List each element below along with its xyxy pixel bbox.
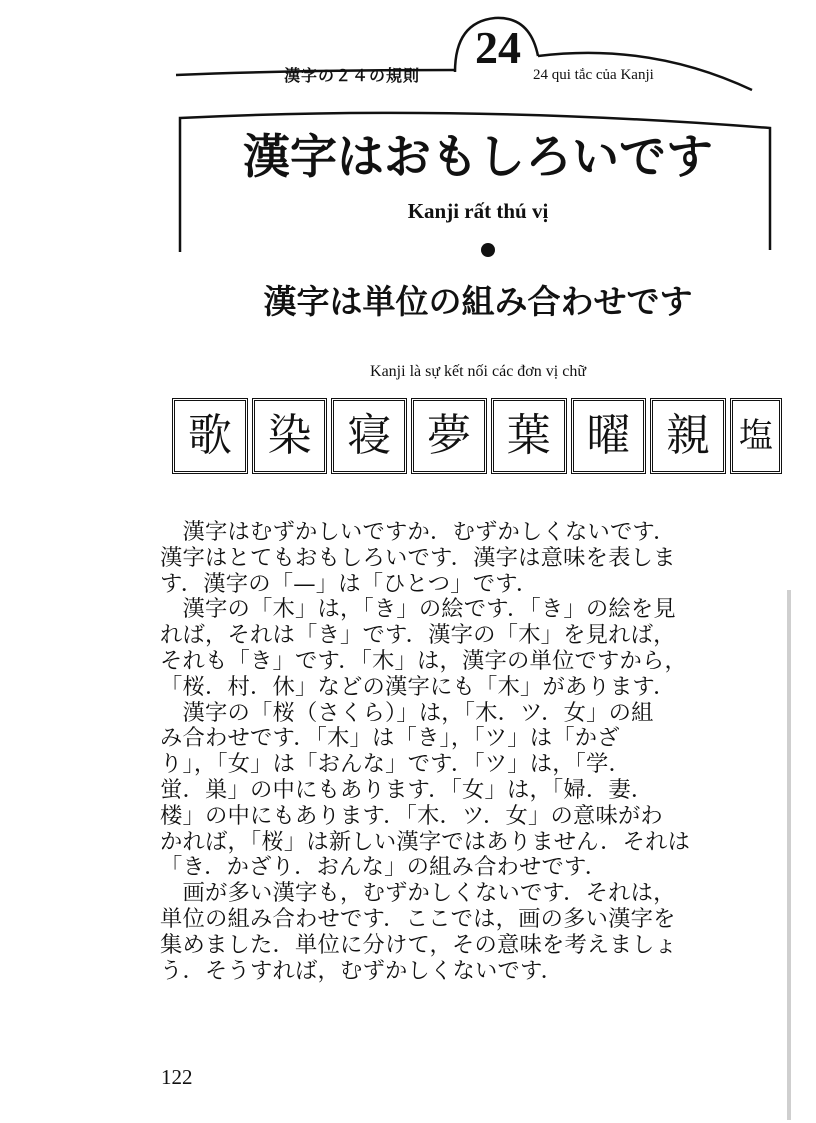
kanji-box: 染: [252, 398, 328, 474]
body-line: 画が多い漢字も，むずかしくないです．それは，: [160, 881, 676, 907]
body-line: み合わせです．「木」は「き」，「ツ」は「かざ: [160, 726, 620, 752]
page-edge-shadow: [787, 590, 791, 1120]
kanji-example-row: [172, 398, 782, 474]
page-number: 122: [161, 1065, 193, 1089]
body-line: 漢字はむずかしいですか．むずかしくないです．: [160, 520, 676, 545]
header-chapter-label-jp: 漢字の２４の規則: [284, 66, 421, 85]
body-line: 集めました．単位に分けて，その意味を考えましょ: [160, 932, 677, 958]
header-chapter-label-vi: 24 qui tắc của Kanji: [533, 67, 654, 83]
kanji-box: 寝: [331, 398, 407, 474]
bullet-dot: [481, 243, 495, 257]
page-title-jp: 漢字はおもしろいです: [243, 130, 713, 185]
body-line: 単位の組み合わせです．ここでは，画の多い漢字を: [160, 906, 676, 932]
body-line: 漢字はとてもおもしろいです．漢字は意味を表しま: [160, 545, 676, 571]
body-paragraphs: [160, 520, 800, 984]
body-line: す．漢字の「—」は「ひとつ」です．: [160, 571, 539, 597]
body-line: 漢字の「桜（さくら）」は，「木．ツ．女」の組: [160, 700, 654, 726]
body-line: う．そうすれば，むずかしくないです．: [160, 958, 564, 984]
body-line: れば，それは「き」です．漢字の「木」を見れば，: [160, 623, 676, 649]
body-line: 楼」の中にもあります．「木．ツ．女」の意味がわ: [160, 803, 663, 829]
subtitle-jp: 漢字は単位の組み合わせです: [263, 282, 693, 321]
kanji-box: 夢: [411, 398, 487, 474]
body-line: 「き．かざり．おんな」の組み合わせです．: [160, 855, 608, 881]
body-line: かれば，「桜」は新しい漢字ではありません．それは: [160, 829, 691, 855]
kanji-box: 親: [650, 398, 726, 474]
body-line: 漢字の「木」は，「き」の絵です．「き」の絵を見: [160, 597, 676, 623]
kanji-box: 葉: [491, 398, 567, 474]
kanji-box: 曜: [571, 398, 647, 474]
body-line: り」，「女」は「おんな」です．「ツ」は，「学．: [160, 752, 632, 778]
body-line: それも「き」です．「木」は，漢字の単位ですから，: [160, 648, 687, 674]
kanji-box: 歌: [172, 398, 248, 474]
page-title-vi: Kanji rất thú vị: [407, 199, 549, 223]
body-line: 蛍．巣」の中にもあります．「女」は，「婦．妻．: [160, 777, 654, 803]
chapter-number: 24: [475, 22, 521, 73]
body-line: 「桜．村．休」などの漢字にも「木」があります．: [160, 674, 676, 700]
kanji-box: 塩: [730, 398, 782, 474]
subtitle-vi: Kanji là sự kết nối các đơn vị chữ: [370, 363, 586, 380]
